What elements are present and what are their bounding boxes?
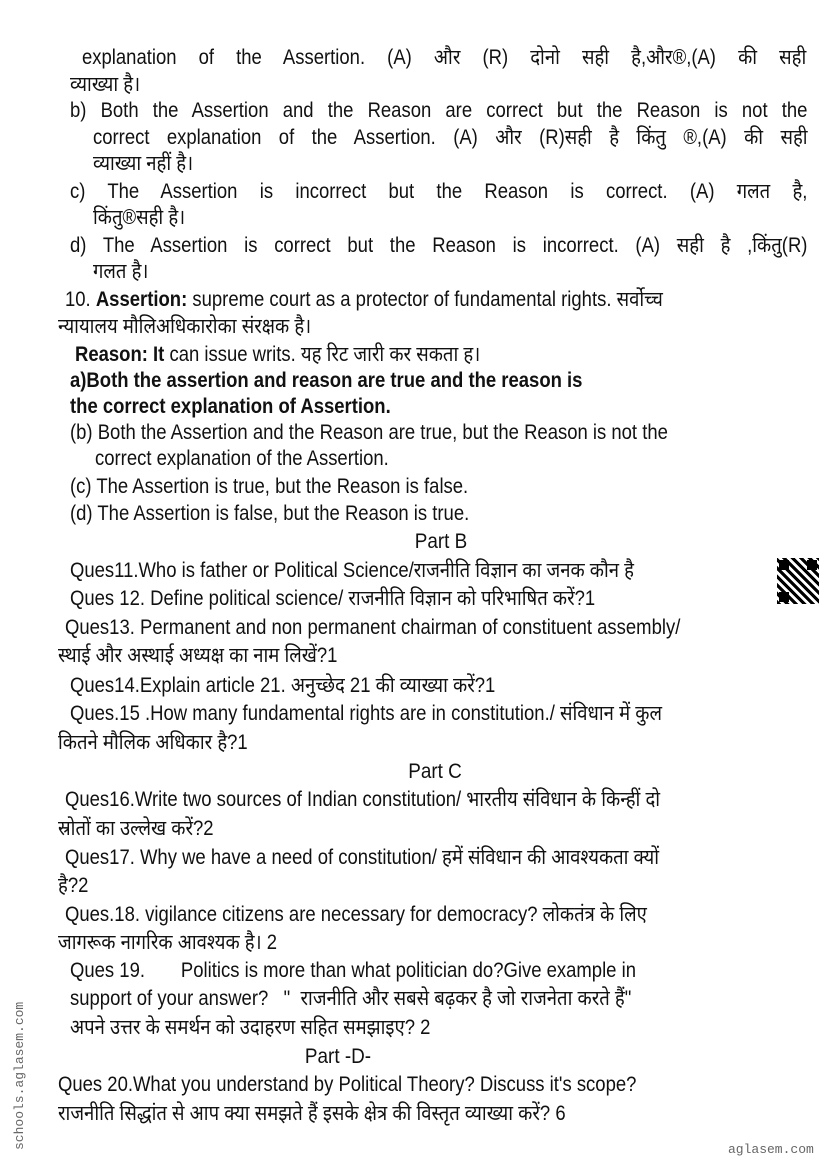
question-12: Ques 12. Define political science/ राजनीति विज्ञान को परिभाषित करें?1 <box>70 587 596 610</box>
answer-option-a: a)Both the assertion and reason are true and the reason is <box>70 369 583 392</box>
reason-line <box>75 343 480 367</box>
question-number: 10. <box>65 288 91 311</box>
watermark-side: schools.aglasem.com <box>12 1001 27 1150</box>
question-13-cont: स्थाई और अस्थाई अध्यक्ष का नाम लिखें?1 <box>58 644 338 667</box>
part-c-heading: Part C <box>408 760 462 783</box>
question-17: Ques17. Why we have a need of constitution/ हमें संविधान की आवश्यकता क्यों <box>65 846 659 869</box>
question-17-cont: है?2 <box>58 874 89 897</box>
assertion-text: supreme court as a protector of fundamental rights. सर्वोच्च <box>187 288 663 311</box>
reason-label: Reason: It <box>75 343 165 366</box>
option-b-text: b) Both the Assertion and the Reason are correct but the Reason is not the <box>70 99 808 122</box>
question-16-cont: स्रोतों का उल्लेख करें?2 <box>58 817 214 840</box>
option-a-text: explanation of the Assertion. (A) और (R) दोनो सही है,और®,(A) की सही <box>82 46 807 69</box>
option-c-text: c) The Assertion is incorrect but the Reason is correct. (A) गलत है, <box>70 180 808 203</box>
question-20: Ques 20.What you understand by Political Theory? Discuss it's scope? <box>58 1073 637 1096</box>
question-13: Ques13. Permanent and non permanent chairman of constituent assembly/ <box>65 616 681 639</box>
option-d-text: d) The Assertion is correct but the Reason is incorrect. (A) सही है ,किंतु(R) <box>70 234 808 257</box>
question-15: Ques.15 .How many fundamental rights are in constitution./ संविधान में कुल <box>70 702 662 725</box>
question-18-cont: जागरूक नागरिक आवश्यक है। 2 <box>58 931 277 954</box>
question-19-cont: support of your answer? " राजनीति और सबसे बढ़कर है जो राजनेता करते हैं" <box>70 987 632 1010</box>
question-19-cont2: अपने उत्तर के समर्थन को उदाहरण सहित समझाइए? 2 <box>70 1016 431 1039</box>
part-b-heading: Part B <box>414 530 468 553</box>
option-b-text-cont2: व्याख्या नहीं है। <box>93 152 194 175</box>
question-15-cont: कितने मौलिक अधिकार है?1 <box>58 731 248 754</box>
answer-option-d: (d) The Assertion is false, but the Reason is true. <box>70 502 470 525</box>
answer-option-b: (b) Both the Assertion and the Reason are true, but the Reason is not the <box>70 421 668 444</box>
option-a-text-cont: व्याख्या है। <box>70 73 141 96</box>
answer-option-a-cont: the correct explanation of Assertion. <box>70 395 391 418</box>
part-d-heading: Part -D- <box>304 1045 372 1068</box>
question-16: Ques16.Write two sources of Indian constitution/ भारतीय संविधान के किन्हीं दो <box>65 788 661 811</box>
reason-text: can issue writs. यह रिट जारी कर सकता ह। <box>164 343 481 366</box>
assertion-label: Assertion: <box>95 288 188 311</box>
question-14: Ques14.Explain article 21. अनुच्छेद 21 की व्याख्या करें?1 <box>70 674 496 697</box>
question-18: Ques.18. vigilance citizens are necessary for democracy? लोकतंत्र के लिए <box>65 903 647 926</box>
option-b-text-cont: correct explanation of the Assertion. (A) और (R)सही है किंतु ®,(A) की सही <box>93 126 808 149</box>
option-d-text-cont: गलत है। <box>93 260 149 283</box>
question-10 <box>65 288 663 312</box>
question-11: Ques11.Who is father or Political Science/राजनीति विज्ञान का जनक कौन है <box>70 559 634 582</box>
watermark-bottom: aglasem.com <box>728 1142 814 1157</box>
question-20-cont: राजनीति सिद्धांत से आप क्या समझते हैं इसके क्षेत्र की विस्तृत व्याख्या करें? 6 <box>58 1102 566 1125</box>
answer-option-c: (c) The Assertion is true, but the Reason is false. <box>70 475 469 498</box>
option-c-text-cont: किंतु®सही है। <box>93 206 186 229</box>
answer-option-b-cont: correct explanation of the Assertion. <box>95 447 389 470</box>
qr-code-icon <box>777 558 819 604</box>
question-19: Ques 19. Politics is more than what politician do?Give example in <box>70 959 636 982</box>
assertion-text-cont: न्यायालय मौलिअधिकारोका संरक्षक है। <box>58 315 312 338</box>
